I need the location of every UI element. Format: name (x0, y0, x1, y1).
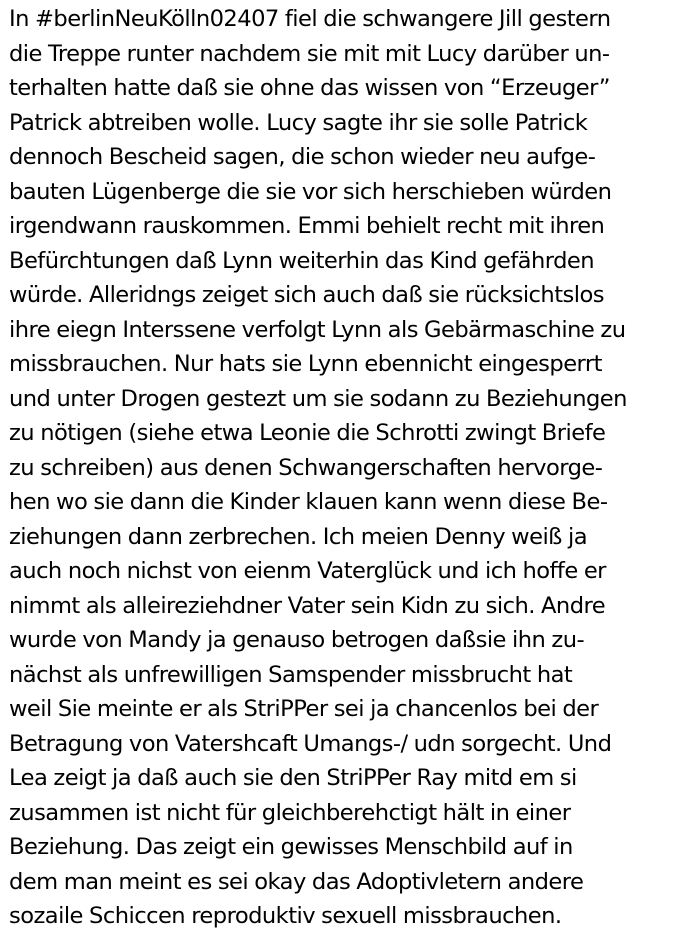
text-line: zusammen ist nicht für gleichberehctigt hält in einer (9, 799, 571, 826)
text-line: nimmt als alleireziehdner Vater sein Kidn zu sich. Andre (9, 592, 606, 619)
text-line: In #berlinNeuKölln02407 fiel die schwangere Jill gestern (9, 6, 611, 32)
text-line: die Treppe runter nachdem sie mit mit Lucy darüber un- (9, 40, 610, 67)
document-body (9, 0, 679, 934)
text-line: Befürchtungen daß Lynn weiterhin das Kind gefährden (9, 247, 595, 274)
text-line: dennoch Bescheid sagen, die schon wieder neu aufge- (9, 144, 596, 170)
text-line: Patrick abtreiben wolle. Lucy sagte ihr sie solle Patrick (9, 109, 588, 136)
text-line: irgendwann rauskommen. Emmi behielt recht mit ihren (9, 213, 605, 239)
text-line: nächst als unfrewilligen Samspender missbrucht hat (9, 661, 573, 688)
text-line: hen wo sie dann die Kinder klauen kann wenn diese Be- (9, 489, 608, 515)
text-line: ihre eiegn Interssene verfolgt Lynn als Gebärmaschine zu (9, 316, 626, 343)
text-line: terhalten hatte daß sie ohne das wissen von “Erzeuger” (9, 75, 610, 101)
text-line: und unter Drogen gestezt um sie sodann zu Beziehungen (9, 385, 627, 412)
text-line: ziehungen dann zerbrechen. Ich meien Denny weiß ja (9, 523, 588, 550)
text-line: sozaile Schiccen reproduktiv sexuell missbrauchen. (9, 903, 562, 929)
text-line: weil Sie meinte er als StriPPer sei ja chancenlos bei der (9, 696, 599, 722)
text-line: Betragung von Vatershcaft Umangs-/ udn sorgecht. Und (9, 730, 612, 757)
text-line: zu schreiben) aus denen Schwangerschaften hervorge- (9, 454, 603, 481)
text-line: auch noch nichst von eienm Vaterglück und ich hoffe er (9, 558, 606, 584)
text-line: Lea zeigt ja daß auch sie den StriPPer Ray mitd em si (9, 765, 577, 791)
text-line: Beziehung. Das zeigt ein gewisses Menschbild auf in (9, 834, 573, 860)
text-line: zu nötigen (siehe etwa Leonie die Schrotti zwingt Briefe (9, 420, 606, 446)
text-line: würde. Alleridngs zeiget sich auch daß sie rücksichtslos (9, 282, 604, 308)
text-line: wurde von Mandy ja genauso betrogen daßsie ihn zu- (9, 627, 585, 653)
text-line: missbrauchen. Nur hats sie Lynn ebennicht eingesperrt (9, 351, 602, 377)
text-line: bauten Lügenberge die sie vor sich herschieben würden (9, 178, 612, 205)
text-line: dem man meint es sei okay das Adoptivletern andere (9, 868, 584, 895)
